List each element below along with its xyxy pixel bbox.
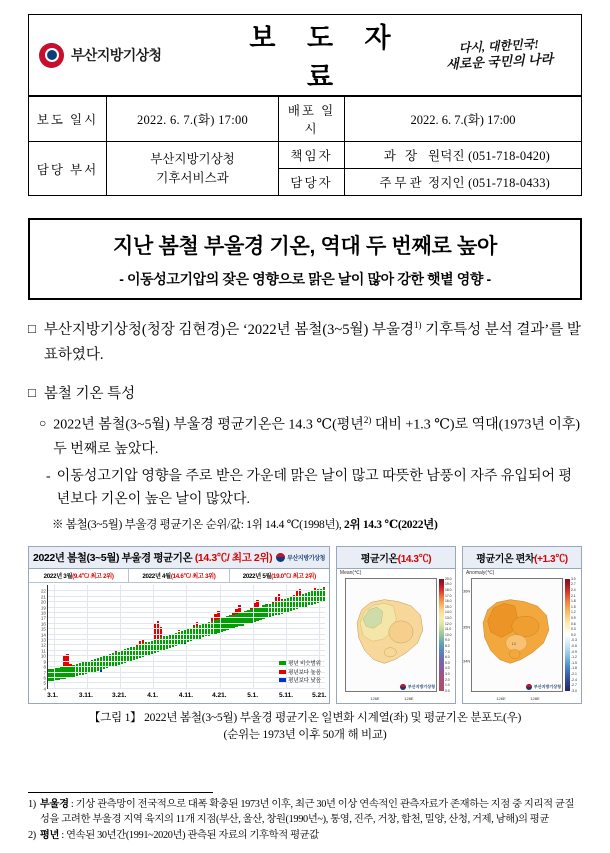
- colorbar-tick-label: -1.5: [570, 660, 577, 665]
- chart-gridline: [43, 686, 325, 692]
- page-subtitle: - 이동성고기압의 잦은 영향으로 맑은 날이 많아 강한 햇볕 영향 -: [119, 271, 491, 287]
- colorbar-tick-label: -2.1: [570, 672, 577, 677]
- anomaly-map-colorbar: [565, 576, 578, 693]
- figure-caption-line-2: (순위는 1973년 이후 50개 해 비교): [223, 728, 387, 741]
- chart-y-tick: 12: [40, 642, 46, 648]
- footnote-list: [28, 798, 582, 844]
- mean-colorbar-labels: [444, 576, 453, 693]
- mean-temperature-map-panel: [336, 546, 456, 704]
- colorbar-tick-label: 19.0: [444, 582, 452, 587]
- report-date-value: 2022. 6. 7.(화) 17:00: [107, 97, 279, 142]
- colorbar-tick-label: -2.7: [570, 683, 577, 688]
- chart-month-header-1: [29, 569, 129, 582]
- colorbar-tick-label: 1.2: [570, 610, 576, 615]
- anomaly-map-frame: [471, 578, 563, 692]
- square-bullet-icon: □: [28, 321, 36, 336]
- colorbar-tick-label: 18.0: [444, 588, 452, 593]
- footnote-term: 부울경: [39, 799, 69, 811]
- square-bullet-icon: □: [28, 384, 36, 400]
- mean-map-title-text: 평균기온: [360, 553, 398, 565]
- chart-y-tick: 6: [43, 675, 46, 681]
- chart-y-tick: 17: [40, 615, 46, 621]
- agency-logo-cell: [29, 15, 224, 96]
- colorbar-tick-label: 13.0: [444, 616, 452, 621]
- ranking-note: [28, 516, 582, 536]
- colorbar-tick-label: 6.0: [444, 655, 450, 660]
- chart-y-tick: 14: [40, 632, 46, 638]
- chart-x-tick: 5.1.: [247, 691, 259, 699]
- month-label: 2022년 3월: [43, 572, 73, 580]
- anomaly-colorbar-labels: [570, 576, 579, 693]
- colorbar-tick-label: 0.0: [444, 688, 450, 693]
- section-spring-temperature: [28, 382, 582, 407]
- anomaly-map-x-label-1: 126E: [496, 695, 506, 701]
- footnote-item-1: [28, 798, 582, 828]
- document-header: [28, 14, 582, 96]
- bullet-cause-explanation: [28, 465, 582, 511]
- colorbar-tick-label: 17.0: [444, 593, 452, 598]
- chart-title-highlight: (14.3℃/ 최고 2위): [194, 551, 273, 564]
- colorbar-tick-label: 1.5: [570, 604, 576, 609]
- footnote-number: 2): [28, 830, 36, 842]
- month-value: (19.0℃/ 최고 2위): [271, 572, 316, 580]
- colorbar-tick-label: 0.6: [570, 621, 576, 626]
- colorbar-tick-label: 5.0: [444, 660, 450, 665]
- anomaly-map-body: [463, 569, 581, 703]
- legend-swatch: [279, 661, 286, 665]
- mean-map-title-value: (14.3℃): [397, 553, 432, 565]
- document-info-table: [28, 96, 582, 196]
- chart-y-tick: 8: [43, 664, 46, 670]
- colorbar-tick-label: 2.1: [570, 593, 576, 598]
- legend-swatch: [279, 678, 286, 682]
- avg-temp-text-b: 대비 +1.3 ℃)로 역대(1973년 이후) 두 번째로 높았다.: [53, 417, 581, 457]
- colorbar-tick-label: -0.3: [570, 638, 577, 643]
- bullet-average-temperature-text: [53, 413, 582, 462]
- chart-vgridline: [153, 585, 154, 688]
- chart-legend: [279, 659, 321, 685]
- chart-plot-area: [31, 585, 327, 703]
- body-content: [28, 318, 582, 536]
- chart-x-tick: 4.1.: [147, 691, 159, 699]
- colorbar-tick-label: -1.2: [570, 655, 577, 660]
- distribute-date-value: 2022. 6. 7.(화) 17:00: [345, 97, 582, 142]
- colorbar-tick-label: -3.0: [570, 688, 577, 693]
- colorbar-tick-label: 0.0: [570, 632, 576, 637]
- anomaly-map-y-label-1: 36N: [462, 588, 471, 594]
- colorbar-tick-label: 0.9: [570, 616, 576, 621]
- taegeuk-mini-icon: [400, 684, 406, 690]
- slogan-line-2: 새로운 국민의 나라: [445, 51, 553, 73]
- press-release-page: [0, 14, 610, 853]
- colorbar-tick-label: 15.0: [444, 604, 452, 609]
- chart-legend-item: [279, 668, 321, 676]
- anomaly-colorbar-strip: [565, 579, 570, 691]
- report-date-label: 보도 일시: [29, 97, 107, 142]
- chart-y-tick: 10: [40, 653, 46, 659]
- month-label: 2022년 5월: [242, 572, 272, 580]
- footnote-text: 평년 : 연속된 30년간(1991~2020년) 관측된 자료의 기후학적 평균값: [39, 830, 319, 842]
- ranking-note-text: 봄철(3~5월) 부울경 평균기온 순위/값: 1위 14.4 ℃(1998년),: [65, 519, 342, 532]
- colorbar-tick-label: 2.7: [570, 582, 576, 587]
- chart-x-tick: 4.11.: [178, 691, 194, 699]
- colorbar-tick-label: 9.0: [444, 638, 450, 643]
- chart-x-tick: 3.21.: [112, 691, 127, 699]
- mean-map-agency-logo: [400, 684, 435, 690]
- headline-box: [28, 218, 582, 300]
- section-spring-temperature-title: 봄철 기온 특성: [43, 385, 136, 402]
- chart-y-tick: 21: [40, 594, 46, 600]
- chart-y-tick: 5: [43, 680, 46, 686]
- ranking-note-highlight: 2위 14.3 ℃(2022년): [344, 519, 438, 532]
- footnotes-section: [28, 792, 582, 845]
- anomaly-map-title: [463, 547, 581, 569]
- colorbar-tick-label: 14.0: [444, 610, 452, 615]
- figure-caption: [28, 710, 582, 743]
- chart-y-tick: 16: [40, 621, 46, 627]
- chart-x-tick: 3.11.: [78, 691, 93, 699]
- chart-legend-item: [279, 676, 321, 684]
- anomaly-map-y-label-3: 34N: [462, 658, 471, 664]
- legend-swatch: [279, 670, 286, 674]
- chart-x-tick: 3.1.: [47, 691, 58, 699]
- anomaly-map-agency-name: 부산지방기상청: [533, 683, 561, 689]
- department-value: [107, 142, 279, 196]
- mean-map-x-label-1: 126E: [370, 695, 380, 701]
- chart-legend-item: [279, 659, 321, 667]
- taegeuk-mini-icon: [526, 684, 532, 690]
- mean-map-body: [337, 569, 455, 703]
- colorbar-tick-label: 11.0: [444, 627, 452, 632]
- legend-label: 평년 비슷범위: [288, 661, 321, 668]
- announcement-text-a: 부산지방기상청(청장 김현경)은 ‘2022년 봄철(3~5월) 부울경: [43, 322, 414, 338]
- colorbar-tick-label: 8.0: [444, 644, 450, 649]
- manager-label: 책임자: [279, 142, 345, 169]
- chart-x-tick: 4.21.: [212, 691, 227, 699]
- table-row: [29, 97, 582, 142]
- page-title: 지난 봄철 부울경 기온, 역대 두 번째로 높아: [112, 235, 498, 258]
- manager-value: [345, 142, 582, 169]
- bullet-cause-explanation-text: 이동성고기압 영향을 주로 받은 가운데 맑은 날이 많고 따뜻한 남풍이 자주 유입되어 평년보다 기온이 높은 날이 많았다.: [56, 468, 573, 507]
- paragraph-announcement-text: [44, 318, 582, 368]
- chart-x-tick: 5.21.: [312, 691, 327, 699]
- colorbar-tick-label: 3.0: [570, 576, 576, 581]
- figure-1: [28, 546, 582, 704]
- colorbar-tick-label: 2.4: [570, 588, 576, 593]
- mean-map-unit: Mean(℃): [339, 569, 362, 576]
- colorbar-tick-label: -0.9: [570, 649, 577, 654]
- chart-y-tick: 13: [40, 637, 46, 643]
- document-title-cell: [224, 15, 417, 96]
- chart-y-tick: 22: [40, 588, 46, 594]
- agency-name: 부산지방기상청: [71, 47, 162, 63]
- chart-y-tick: 19: [40, 605, 46, 611]
- footnote-text: 부울경 : 기상 관측망이 전국적으로 대폭 확충된 1973년 이후, 최근 30년 이상 연속적인 관측자료가 존재하는 지점 중 지리적 균질성을 고려한 부울경 지역 육지의 11개 지점(부산, 울산, 창원(1990년~), 통영, 진주, 거창, 합천, 밀양, 산청, 거제, 남해)의 평균: [39, 799, 575, 826]
- anomaly-map-y-label-2: 35N: [462, 624, 471, 630]
- announcement-text-b: 기후특성 분석 결과’를 발표하였다.: [43, 322, 581, 363]
- bullet-average-temperature: [28, 413, 582, 462]
- manager-role: 과 장: [383, 149, 421, 163]
- note-marker-icon: ※: [52, 519, 64, 532]
- colorbar-tick-label: 2.0: [444, 677, 450, 682]
- footnote-item-2: [28, 829, 582, 844]
- staff-label: 담당자: [279, 169, 345, 196]
- staff-value: [345, 169, 582, 196]
- colorbar-tick-label: 16.0: [444, 599, 452, 604]
- anomaly-temperature-map-panel: [462, 546, 582, 704]
- footnote-divider: [28, 792, 213, 793]
- anomaly-map-x-label-2: 128E: [530, 695, 540, 701]
- month-value: (9.4℃/ 최고 2위): [72, 572, 114, 580]
- chart-y-tick: 15: [40, 626, 46, 632]
- colorbar-tick-label: 12.0: [444, 621, 452, 626]
- legend-label: 평년보다 높음: [288, 669, 321, 676]
- legend-label: 평년보다 낮음: [288, 678, 321, 685]
- chart-vgridline: [253, 585, 254, 688]
- colorbar-tick-label: 0.3: [570, 627, 576, 632]
- chart-vgridline: [220, 585, 221, 688]
- figure-caption-line-1: 【그림 1】 2022년 봄철(3~5월) 부울경 평균기온 일변화 시계열(좌) 및 평균기온 분포도(우): [88, 711, 522, 724]
- colorbar-tick-label: 10.0: [444, 632, 452, 637]
- avg-temp-text-a: 2022년 봄철(3~5월) 부울경 평균기온은 14.3 ℃(평년: [53, 417, 364, 433]
- chart-vgridline: [186, 585, 187, 688]
- anomaly-map-title-text: 평균기온 편차: [476, 553, 535, 565]
- anomaly-map-unit: Anomaly(℃): [465, 569, 495, 576]
- colorbar-tick-label: 3.0: [444, 672, 450, 677]
- colorbar-tick-label: 1.0: [444, 683, 450, 688]
- anomaly-map-agency-logo: [526, 684, 561, 690]
- colorbar-tick-label: 7.0: [444, 649, 450, 654]
- chart-month-header-2: [129, 569, 229, 582]
- mean-map-frame: [345, 578, 437, 692]
- mean-map-x-label-2: 128E: [404, 695, 414, 701]
- chart-x-axis: [47, 690, 325, 703]
- table-row: [29, 142, 582, 169]
- month-label: 2022년 4월: [142, 572, 171, 580]
- footnote-number: 1): [28, 799, 36, 811]
- paragraph-announcement: [28, 318, 582, 368]
- chart-agency-name: 부산지방기상청: [287, 555, 325, 562]
- circle-bullet-icon: ○: [39, 415, 47, 430]
- chart-y-tick: 4: [43, 686, 46, 692]
- colorbar-tick-label: 1.8: [570, 599, 576, 604]
- chart-month-header-3: [230, 569, 329, 582]
- korea-peninsula-shape-anomaly: [477, 595, 553, 669]
- timeseries-chart-panel: [28, 546, 330, 704]
- chart-vgridline: [120, 585, 121, 688]
- staff-role: 주무관: [379, 176, 425, 190]
- taegeuk-logo-icon: [39, 43, 64, 68]
- colorbar-tick-label: -2.4: [570, 677, 577, 682]
- chart-x-tick: 5.11.: [278, 691, 294, 699]
- dash-bullet-icon: -: [46, 468, 51, 484]
- anomaly-inline-value: 1.0: [512, 641, 517, 646]
- staff-name-phone: 정지인 (051-718-0433): [427, 176, 551, 190]
- colorbar-tick-label: 20.0: [444, 576, 452, 581]
- chart-title-bar: [29, 547, 329, 569]
- anomaly-map-title-value: (+1.3℃): [534, 553, 568, 565]
- government-slogan-cell: [417, 15, 582, 96]
- chart-y-tick: 11: [41, 648, 46, 654]
- colorbar-tick-label: -0.6: [570, 644, 577, 649]
- colorbar-tick-label: 4.0: [444, 666, 450, 671]
- chart-title-text: [33, 550, 272, 565]
- mean-map-title: [337, 547, 455, 569]
- department-line-1: 부산지방기상청: [150, 152, 235, 167]
- chart-y-tick: 20: [40, 599, 46, 605]
- chart-title-main: 2022년 봄철(3~5월) 부울경 평균기온: [33, 551, 193, 564]
- distribute-date-label: 배포 일시: [279, 97, 345, 142]
- mean-map-agency-name: 부산지방기상청: [407, 683, 435, 689]
- footnote-ref-1: 1): [414, 320, 422, 331]
- department-label: 담당 부서: [29, 142, 107, 196]
- footnote-ref-2: 2): [363, 414, 372, 425]
- colorbar-tick-label: -1.8: [570, 666, 577, 671]
- footnote-term: 평년: [39, 830, 60, 842]
- chart-bar-above-normal: [323, 587, 325, 588]
- department-line-2: 기후서비스과: [156, 170, 229, 185]
- taegeuk-mini-icon: [276, 553, 285, 562]
- mean-colorbar-strip: [439, 579, 444, 691]
- document-title: 보 도 자 료: [249, 23, 403, 92]
- korea-peninsula-shape-mean: [351, 595, 427, 669]
- month-value: (14.6℃/ 최고 3위): [170, 572, 216, 580]
- manager-name-phone: 원덕진 (051-718-0420): [427, 149, 551, 163]
- chart-y-tick: 9: [43, 659, 46, 665]
- slogan-line-1: 다시, 대한민국!: [457, 37, 539, 56]
- chart-y-tick: 18: [40, 610, 46, 616]
- chart-agency-logo: [276, 553, 325, 562]
- chart-vgridline: [87, 585, 88, 688]
- chart-y-tick: 7: [43, 670, 46, 676]
- chart-vgridline: [54, 585, 55, 688]
- mean-map-colorbar: [439, 576, 452, 693]
- chart-month-headers: [29, 569, 329, 583]
